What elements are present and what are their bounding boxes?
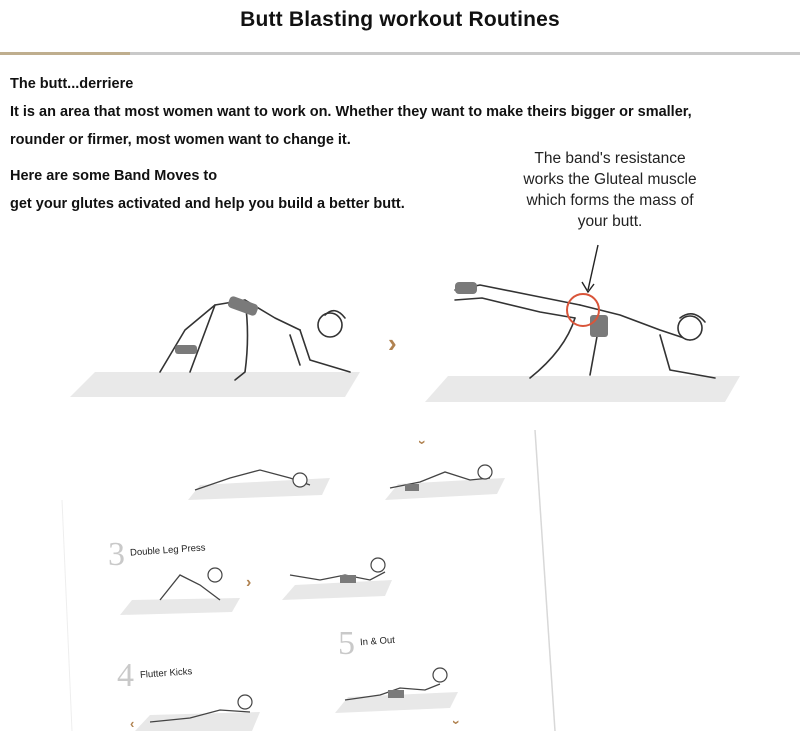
mat-ex3b (282, 580, 392, 600)
band-right-foot (455, 282, 477, 294)
caption-line-3: which forms the mass of (526, 192, 694, 209)
exercise-5-number: 5 (338, 625, 355, 662)
caption-line-1: The band's resistance (534, 150, 686, 167)
chevron-ex5-icon: › (449, 720, 465, 725)
caption-line-4: your butt. (577, 213, 643, 230)
intro-line-1: The butt...derriere (10, 76, 134, 92)
glute-highlight-circle (567, 294, 599, 326)
chevron-ex3-icon: › (246, 574, 252, 591)
sheet-edge-right (535, 430, 555, 731)
exercise-3-label: Double Leg Press (129, 542, 206, 559)
caption-line-2: works the Gluteal muscle (523, 171, 697, 188)
exercise-4-number: 4 (117, 657, 134, 694)
caption-pointer-line (588, 245, 598, 290)
mat-ex3 (120, 598, 240, 615)
sheet-edge-left (62, 500, 72, 731)
intro-line-2: It is an area that most women want to work on. Whether they want to make theirs bigger or smaller, (10, 104, 692, 120)
chevron-ex4-icon: ‹ (130, 716, 135, 731)
page-title: Butt Blasting workout Routines (240, 8, 560, 31)
figure-ex3b (290, 572, 385, 580)
exercise-3-number: 3 (108, 536, 125, 573)
intro-line-3: rounder or firmer, most women want to change it. (10, 132, 351, 148)
exercise-5-label: In & Out (359, 634, 396, 649)
band-ex3b (340, 575, 356, 583)
band-ex5 (388, 690, 404, 698)
intro-line-5: get your glutes activated and help you build a better butt. (10, 196, 405, 212)
chevron-ex-top-icon: › (415, 440, 431, 445)
exercise-sheet (62, 430, 555, 731)
figure-ex3-head (208, 568, 222, 582)
figure-ex5-head (433, 668, 447, 682)
figure-ex3b-head (371, 558, 385, 572)
figure-ex1-head (293, 473, 307, 487)
mat-right (425, 376, 740, 402)
intro-line-4: Here are some Band Moves to (10, 168, 218, 184)
donkey-kick-figure-right (455, 285, 715, 378)
mat-left (70, 372, 360, 397)
exercise-4-label: Flutter Kicks (139, 666, 193, 681)
figure-ex2-head (478, 465, 492, 479)
mat-ex2 (385, 478, 505, 500)
band-left-ankle (175, 345, 197, 354)
next-chevron-icon: › (388, 328, 397, 358)
band-ex2 (405, 484, 419, 491)
mat-ex1 (188, 478, 330, 500)
figure-ex4-head (238, 695, 252, 709)
band-right-hip (590, 315, 608, 337)
